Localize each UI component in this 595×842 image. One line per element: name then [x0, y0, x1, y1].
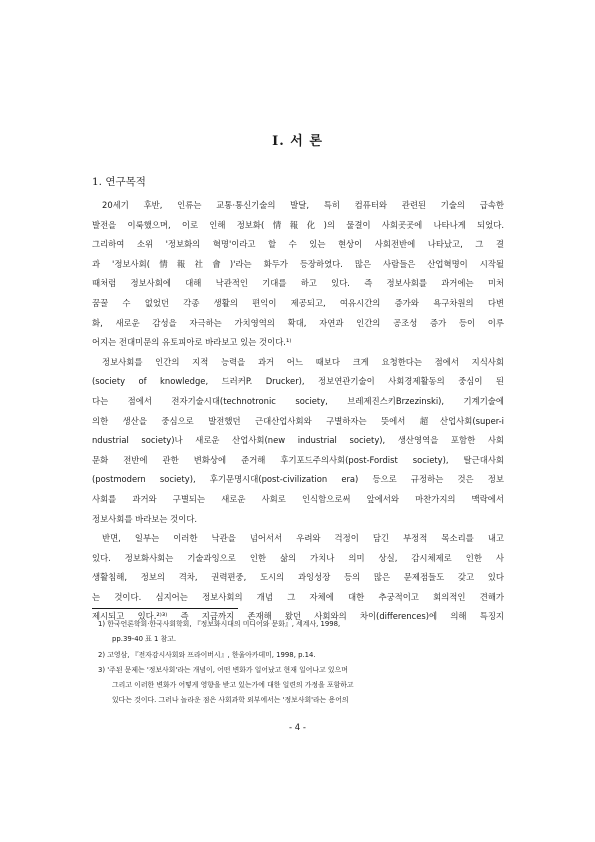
body-line: 정보사회를 인간의 지적 능력을 과거 어느 때보다 크게 요청한다는 점에서 지식사회: [102, 356, 504, 367]
body-line: 다는 점에서 전자기술시대(technotronic society, 브레제진스키Brzezinski), 기계기술에: [92, 395, 504, 406]
body-line: 반면, 일부는 이러한 낙관을 넘어서서 우려와 걱정이 담긴 부정적 목소리를 내고: [102, 533, 504, 544]
footnote-divider: [92, 608, 238, 609]
body-line: (society of knowledge, 드러커P. Drucker), 정보연관기술이 사회경제활동의 중심이 된: [92, 376, 504, 387]
footnote-line: pp.39-40 표 1 참고.: [112, 635, 177, 644]
body-line: 때처럼 정보사회에 대해 낙관적인 기대를 하고 있다. 즉 정보사회를 과거에는 미처: [92, 278, 504, 289]
body-line: (postmodern society), 후기문명시대(post-civilization era) 등으로 규정하는 것은 정보: [92, 474, 504, 485]
body-line: 제시되고 있다.²⁾³⁾ 즉 지금까지 존재해 왔던 사회와의 차이(differences)에 의해 특징지: [92, 611, 504, 622]
footnote-line: 3) '주된 문제는 '정보사회'라는 개념이, 어떤 변화가 일어났고 현재 일어나고 있으며: [98, 665, 348, 674]
body-line: 그리하여 소위 '정보화의 혁명'이라고 할 수 있는 현상이 사회전반에 나타났고, 그 결: [92, 239, 504, 250]
body-text: [92, 196, 504, 627]
section-heading: 1. 연구목적: [92, 176, 146, 188]
body-line: 정보사회를 바라보는 것이다.: [92, 513, 198, 524]
footnote-line: 그리고 이러한 변화가 어떻게 영향을 받고 있는가에 대한 일련의 가정을 포함하고: [112, 681, 354, 690]
footnote-line: 2) 고영삼, 『전자감시사회와 프라이버시』, 한울아카데미, 1998, p.14.: [98, 650, 316, 659]
body-line: 는 것이다. 심지어는 정보사회의 개념 그 자체에 대한 추궁적이고 회의적인 견해가: [92, 591, 504, 602]
body-line: 있다. 정보화사회는 기술과잉으로 인한 삶의 가치나 의미 상실, 감시체제로 인한 사: [92, 552, 504, 563]
footnote-line: 1) 한국언론학회·한국사회학회, 『정보화시대의 미디어와 문화』, 세계사, 1998,: [98, 620, 341, 628]
body-line: 사회를 과거와 구별되는 새로운 사회로 인식함으로써 앞에서와 마찬가지의 맥락에서: [92, 493, 504, 504]
body-line: 발전을 이룩했으며, 이로 인해 정보화(情報化)의 물결이 사회곳곳에 나타나게 되었다.: [92, 219, 504, 230]
body-line: 어지는 전대미문의 유토피아로 바라보고 있는 것이다.¹⁾: [92, 337, 292, 348]
body-line: 생활침해, 정보의 격차, 권력편중, 도시의 과잉성장 등의 많은 문제점들도 갖고 있다: [92, 572, 504, 583]
body-line: ndustrial society)나 새로운 산업사회(new industrial society), 생산영역을 포함한 사회: [92, 435, 504, 446]
body-line: 과 '정보사회(情報社會)'라는 화두가 등장하였다. 많은 사람들은 산업혁명이 시작될: [92, 258, 504, 269]
page-number: - 4 -: [289, 723, 306, 733]
body-line: 20세기 후반, 인류는 교통·통신기술의 발달, 특히 컴퓨터와 관련된 기술의 급속한: [102, 200, 504, 210]
body-line: 문화 전반에 관한 변화상에 준거해 후기포드주의사회(post-Fordist society), 탈근대사회: [92, 454, 504, 465]
chapter-title: I. 서 론: [272, 134, 323, 149]
footnotes: [98, 617, 502, 709]
footnote-line: 있다는 것이다. 그러나 놀라운 점은 사회과학 외부에서는 '정보사회'라는 용어의: [112, 696, 349, 705]
body-line: 의한 생산을 중심으로 발전했던 근대산업사회와 구별하자는 뜻에서 超산업사회(super-i: [92, 415, 504, 426]
body-line: 화, 새로운 감성을 자극하는 가치영역의 확대, 자연과 인간의 공조성 증가 등이 이루: [92, 317, 504, 328]
body-line: 꿈꿀 수 없었던 각종 생활의 편익이 제공되고, 여유시간의 증가와 욕구차원의 다변: [92, 297, 504, 308]
